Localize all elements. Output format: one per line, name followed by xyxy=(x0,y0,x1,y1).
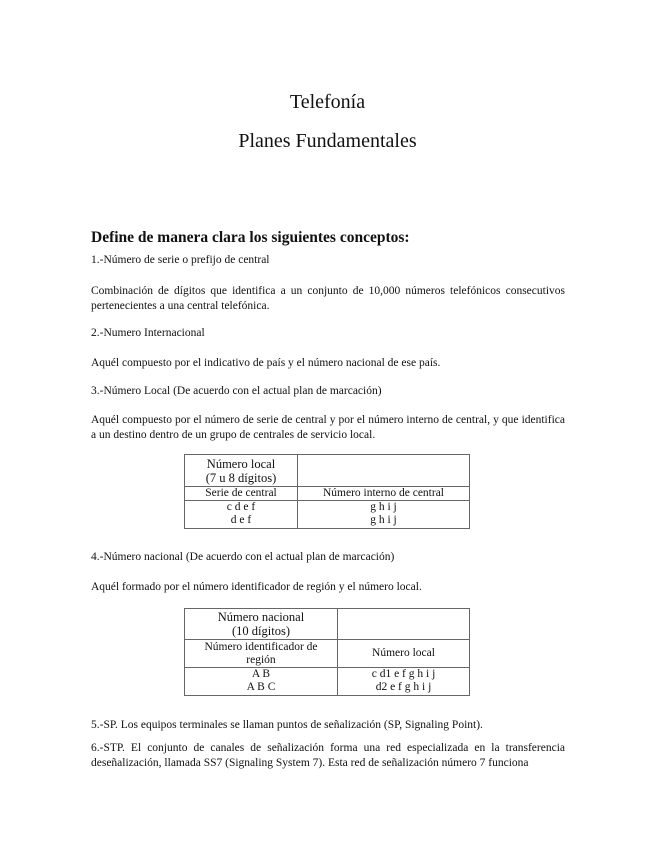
local-number-table xyxy=(184,454,470,529)
table-header-line: Número nacional xyxy=(217,610,305,624)
item-1-text: Combinación de dígitos que identifica a un conjunto de 10,000 números telefónicos consecutivos pertenecientes a una central telefónica. xyxy=(91,285,565,312)
table-header-line: (10 dígitos) xyxy=(232,624,290,638)
table-cell: d2 e f g h i j xyxy=(338,681,470,695)
table-header-cell xyxy=(185,455,298,487)
table-col-header: Número identificador de región xyxy=(185,640,338,668)
item-1-label: 1.-Número de serie o prefijo de central xyxy=(91,254,270,266)
item-3-label: 3.-Número Local (De acuerdo con el actual plan de marcación) xyxy=(91,385,382,397)
table-cell: c d e f xyxy=(185,501,298,515)
table-cell: g h i j xyxy=(298,514,470,528)
table-header-line: Número local xyxy=(206,456,276,471)
table-cell: d e f xyxy=(185,514,298,528)
table-cell: c d1 e f g h i j xyxy=(338,668,470,682)
item-4-text: Aquél formado por el número identificador de región y el número local. xyxy=(91,581,422,593)
item-5: 5.-SP. Los equipos terminales se llaman puntos de señalización (SP, Signaling Point). xyxy=(91,719,483,731)
item-3-text: Aquél compuesto por el número de serie de central y por el número interno de central, y que identifica a un destino dentro de un grupo de centrales de servicio local. xyxy=(91,414,565,441)
table-cell: A B C xyxy=(185,681,338,695)
document-subtitle: Planes Fundamentales xyxy=(238,130,417,152)
table-header-empty xyxy=(298,455,470,487)
item-2-text: Aquél compuesto por el indicativo de país y el número nacional de ese país. xyxy=(91,357,441,369)
table-header-empty xyxy=(338,609,470,640)
item-2-label: 2.-Numero Internacional xyxy=(91,327,205,339)
section-heading: Define de manera clara los siguientes conceptos: xyxy=(91,229,410,246)
item-6: 6.-STP. El conjunto de canales de señalización forma una red especializada en la transferencia deseñalización, llamada SS7 (Signaling System 7). Esta red de señalización número 7 funciona xyxy=(91,742,565,769)
table-cell: g h i j xyxy=(298,501,470,515)
document-title: Telefonía xyxy=(289,91,366,113)
national-number-table xyxy=(184,608,470,696)
table-col-header: Serie de central xyxy=(185,487,298,501)
table-cell: A B xyxy=(185,668,338,682)
table-col-header: Número interno de central xyxy=(298,487,470,501)
table-header-line: (7 u 8 dígitos) xyxy=(205,470,277,485)
item-4-label: 4.-Número nacional (De acuerdo con el actual plan de marcación) xyxy=(91,551,395,563)
table-col-header: Número local xyxy=(338,640,470,668)
table-header-cell xyxy=(185,609,338,640)
